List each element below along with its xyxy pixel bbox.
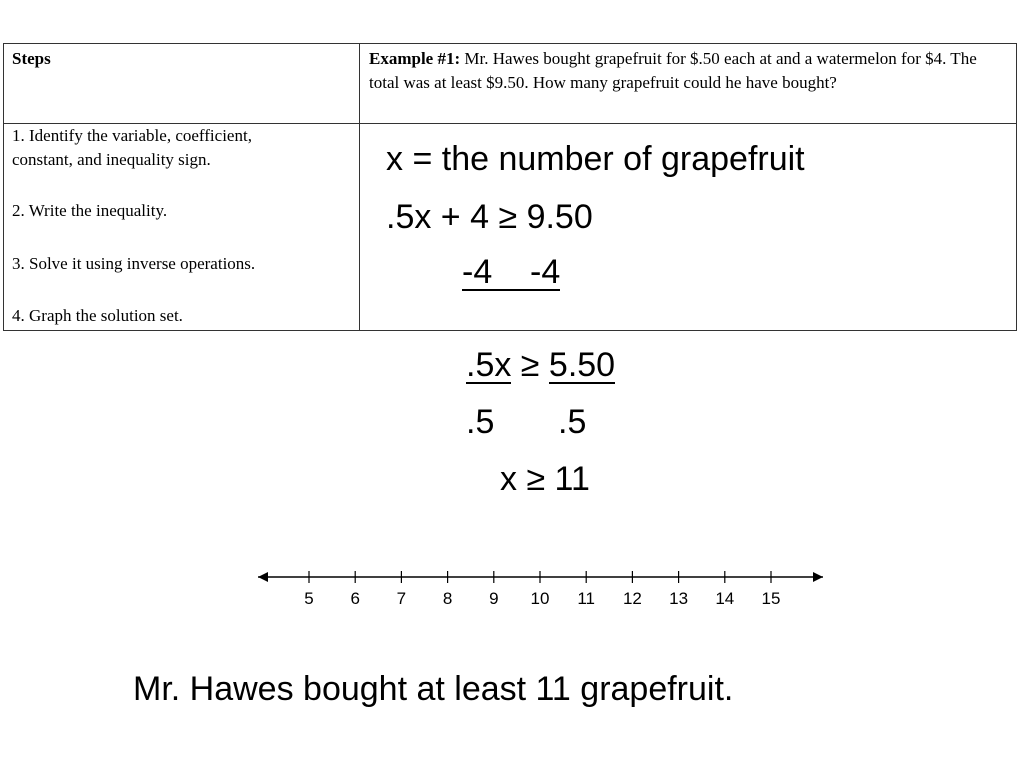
subtract-four-step (462, 252, 560, 292)
divide-step-numerator (466, 345, 615, 385)
tick-label: 6 (350, 589, 360, 608)
tick-label: 7 (396, 589, 407, 608)
number-line (250, 560, 830, 620)
tick-label: 13 (669, 589, 689, 608)
solution: x ≥ 11 (500, 460, 590, 498)
left-arrow-icon (258, 572, 268, 582)
step-1-line-1: 1. Identify the variable, coefficient, (12, 126, 252, 145)
step-1-line-2: constant, and inequality sign. (12, 150, 211, 169)
denominator-right: .5 (558, 403, 587, 441)
example-problem-text: Mr. Hawes bought grapefruit for $.50 each at and a watermelon for $4. The total was at least $9.50. How many grapefruit could he have bought? (369, 49, 977, 92)
tick-label: 10 (530, 589, 550, 608)
tick-label: 15 (761, 589, 781, 608)
conclusion: Mr. Hawes bought at least 11 grapefruit. (133, 670, 734, 708)
denominator-left: .5 (466, 403, 495, 441)
tick-label: 9 (489, 589, 499, 608)
example-header (360, 44, 1017, 124)
variable-definition: x = the number of grapefruit (386, 140, 805, 178)
numerator-left: .5x (466, 346, 512, 384)
tick-label: 11 (577, 589, 596, 608)
example-label: Example #1: (369, 49, 461, 68)
inequality: .5x + 4 ≥ 9.50 (386, 198, 593, 236)
tick-label: 14 (715, 589, 735, 608)
step-2: 2. Write the inequality. (12, 201, 168, 220)
tick-label: 12 (622, 589, 642, 608)
step-3: 3. Solve it using inverse operations. (12, 254, 256, 273)
numerator-right: 5.50 (548, 346, 616, 384)
steps-header: Steps (4, 44, 360, 124)
step-4: 4. Graph the solution set. (12, 306, 183, 325)
subtract-four-text: -4 -4 (462, 253, 561, 291)
tick-label: 8 (442, 589, 453, 608)
inequality-sign: ≥ (511, 346, 549, 384)
tick-label: 5 (304, 589, 314, 608)
right-arrow-icon (813, 572, 823, 582)
steps-list-cell (4, 124, 360, 331)
